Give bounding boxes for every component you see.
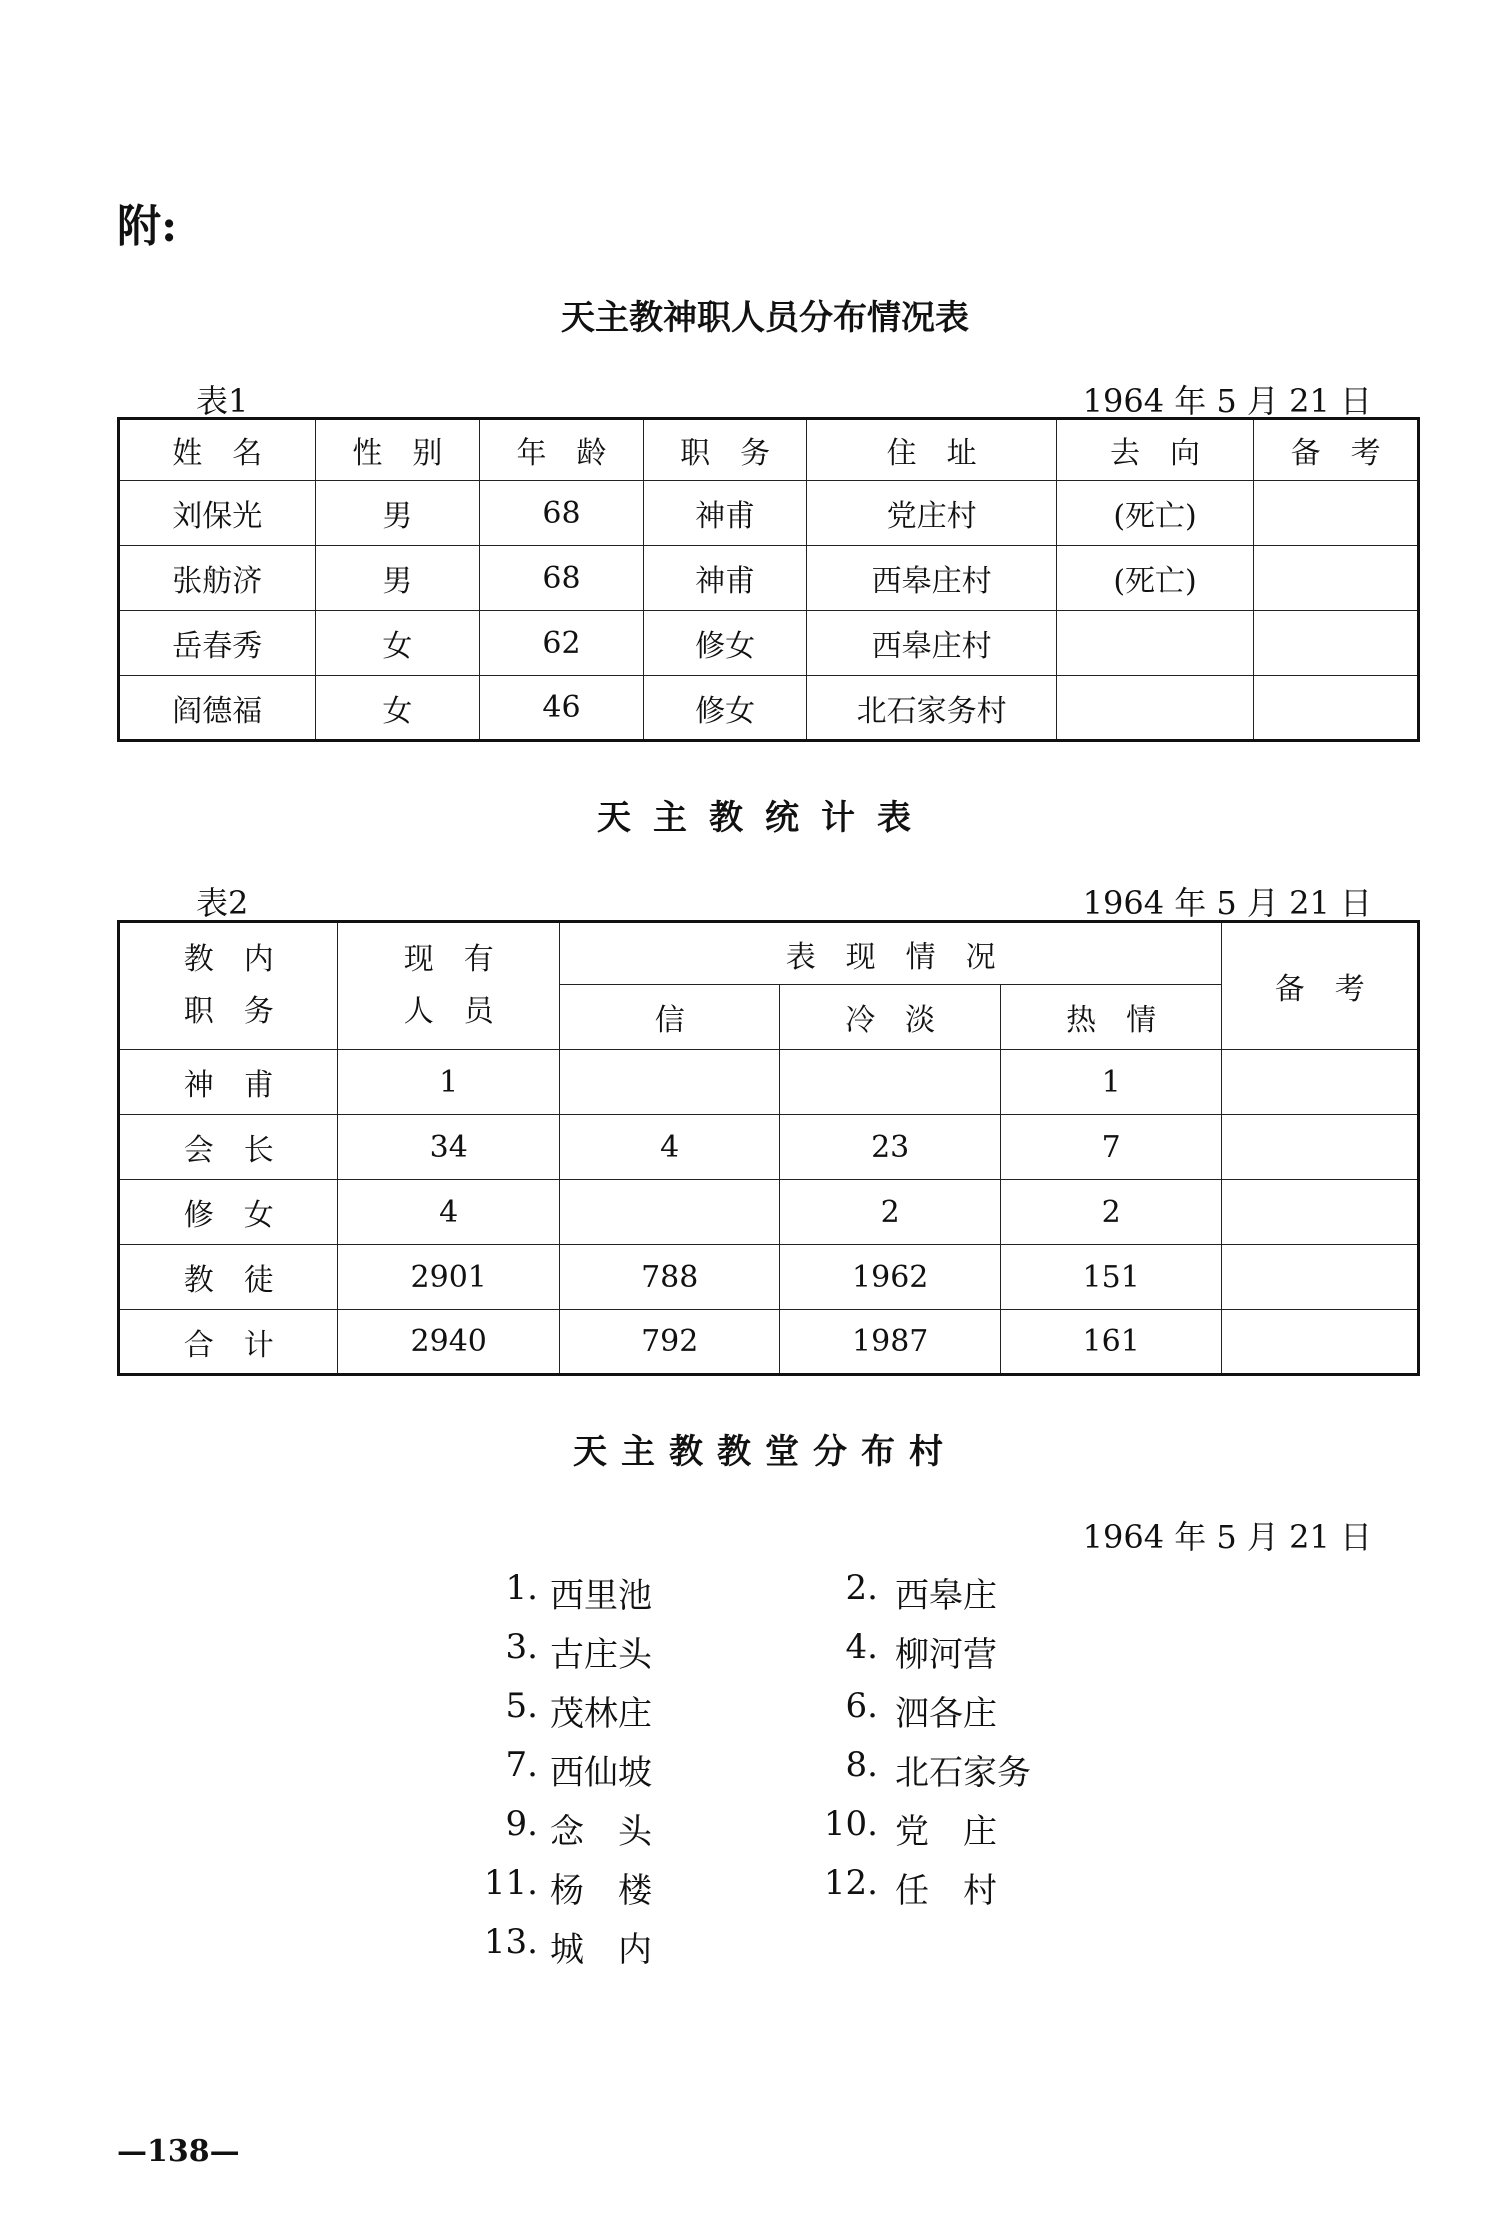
cell-enthusiastic: 1 — [1000, 1050, 1221, 1115]
count-line-2: 人 员 — [403, 994, 494, 1029]
cell-indifferent: 2 — [780, 1180, 1001, 1245]
cell-gender: 男 — [315, 546, 480, 611]
cell-whereabouts — [1056, 676, 1254, 741]
table-header-row — [119, 419, 1419, 481]
table-row — [119, 481, 1419, 546]
cell-name: 岳春秀 — [119, 611, 316, 676]
item-name: 茂林庄 — [550, 1694, 652, 1734]
cell-believer — [559, 1180, 779, 1245]
cell-remarks — [1222, 1115, 1419, 1180]
clergy-distribution-table — [117, 417, 1420, 742]
column-header-believer: 信 — [559, 985, 779, 1050]
item-number: 10. — [823, 1804, 878, 1844]
item-number: 8. — [845, 1745, 878, 1785]
cell-indifferent: 1987 — [780, 1310, 1001, 1375]
table1-date: 1964 年 5 月 21 日 — [1082, 382, 1372, 420]
column-header-performance: 表 现 情 况 — [559, 922, 1221, 985]
item-number: 9. — [505, 1804, 538, 1844]
table-row — [119, 611, 1419, 676]
cell-count: 2901 — [338, 1245, 560, 1310]
cell-remarks — [1254, 481, 1419, 546]
cell-remarks — [1222, 1050, 1419, 1115]
table1-label: 表1 — [196, 382, 249, 420]
cell-indifferent: 23 — [780, 1115, 1001, 1180]
cell-address: 西皋庄村 — [807, 546, 1056, 611]
cell-position: 修女 — [643, 676, 807, 741]
item-name: 古庄头 — [550, 1635, 652, 1675]
cell-gender: 女 — [315, 676, 480, 741]
column-header-gender: 性 别 — [315, 419, 480, 481]
item-number: 6. — [845, 1686, 878, 1726]
cell-believer: 4 — [559, 1115, 779, 1180]
column-header-whereabouts: 去 向 — [1056, 419, 1254, 481]
item-name: 杨 楼 — [550, 1871, 652, 1911]
cell-role: 教 徒 — [119, 1245, 338, 1310]
cell-address: 北石家务村 — [807, 676, 1056, 741]
cell-remarks — [1222, 1180, 1419, 1245]
item-name: 城 内 — [550, 1930, 652, 1970]
item-name: 党 庄 — [895, 1812, 997, 1852]
item-number: 1. — [505, 1568, 538, 1608]
role-line-2: 职 务 — [183, 994, 274, 1029]
item-number: 5. — [505, 1686, 538, 1726]
churches-title: 天主教教堂分布村 — [573, 1432, 957, 1472]
table-row — [119, 1180, 1419, 1245]
table-row — [119, 676, 1419, 741]
cell-age: 68 — [480, 546, 644, 611]
cell-believer — [559, 1050, 779, 1115]
appendix-label: 附: — [117, 201, 178, 252]
table-header-row — [119, 922, 1419, 985]
cell-address: 党庄村 — [807, 481, 1056, 546]
column-header-name: 姓 名 — [119, 419, 316, 481]
item-name: 任 村 — [895, 1871, 997, 1911]
item-name: 西里池 — [550, 1576, 652, 1616]
table1-title: 天主教神职人员分布情况表 — [561, 298, 969, 338]
catholic-statistics-table — [117, 920, 1420, 1376]
item-name: 西仙坡 — [550, 1753, 652, 1793]
cell-whereabouts: (死亡) — [1056, 546, 1254, 611]
column-header-count — [338, 922, 560, 1050]
table-row — [119, 1115, 1419, 1180]
column-header-remarks: 备 考 — [1254, 419, 1419, 481]
item-number: 11. — [483, 1863, 538, 1903]
item-number: 13. — [483, 1922, 538, 1962]
cell-enthusiastic: 2 — [1000, 1180, 1221, 1245]
cell-enthusiastic: 7 — [1000, 1115, 1221, 1180]
column-header-position: 职 务 — [643, 419, 807, 481]
item-name: 泗各庄 — [895, 1694, 997, 1734]
cell-remarks — [1254, 611, 1419, 676]
cell-indifferent — [780, 1050, 1001, 1115]
cell-gender: 女 — [315, 611, 480, 676]
table-row-total — [119, 1310, 1419, 1375]
column-header-indifferent: 冷 淡 — [780, 985, 1001, 1050]
cell-age: 46 — [480, 676, 644, 741]
cell-enthusiastic: 161 — [1000, 1310, 1221, 1375]
cell-remarks — [1254, 546, 1419, 611]
cell-gender: 男 — [315, 481, 480, 546]
cell-indifferent: 1962 — [780, 1245, 1001, 1310]
cell-count: 1 — [338, 1050, 560, 1115]
item-number: 2. — [845, 1568, 878, 1608]
churches-date: 1964 年 5 月 21 日 — [1082, 1518, 1372, 1556]
cell-whereabouts: (死亡) — [1056, 481, 1254, 546]
cell-position: 修女 — [643, 611, 807, 676]
cell-age: 68 — [480, 481, 644, 546]
cell-enthusiastic: 151 — [1000, 1245, 1221, 1310]
cell-role: 神 甫 — [119, 1050, 338, 1115]
column-header-enthusiastic: 热 情 — [1000, 985, 1221, 1050]
item-name: 西皋庄 — [895, 1576, 997, 1616]
item-number: 7. — [505, 1745, 538, 1785]
table2-date: 1964 年 5 月 21 日 — [1082, 884, 1372, 922]
column-header-remarks: 备 考 — [1222, 922, 1419, 1050]
cell-role: 修 女 — [119, 1180, 338, 1245]
item-number: 4. — [845, 1627, 878, 1667]
column-header-address: 住 址 — [807, 419, 1056, 481]
cell-remarks — [1254, 676, 1419, 741]
cell-address: 西皋庄村 — [807, 611, 1056, 676]
item-number: 12. — [823, 1863, 878, 1903]
table2-label: 表2 — [196, 884, 249, 922]
cell-count: 4 — [338, 1180, 560, 1245]
cell-age: 62 — [480, 611, 644, 676]
page-number: —138— — [117, 2134, 240, 2169]
cell-remarks — [1222, 1245, 1419, 1310]
table-row — [119, 546, 1419, 611]
cell-role: 合 计 — [119, 1310, 338, 1375]
cell-name: 张舫济 — [119, 546, 316, 611]
table-row — [119, 1245, 1419, 1310]
item-name: 北石家务 — [895, 1753, 1031, 1793]
cell-believer: 788 — [559, 1245, 779, 1310]
table-row — [119, 1050, 1419, 1115]
cell-count: 2940 — [338, 1310, 560, 1375]
cell-role: 会 长 — [119, 1115, 338, 1180]
cell-position: 神甫 — [643, 481, 807, 546]
cell-position: 神甫 — [643, 546, 807, 611]
cell-name: 阎德福 — [119, 676, 316, 741]
column-header-role — [119, 922, 338, 1050]
cell-whereabouts — [1056, 611, 1254, 676]
cell-name: 刘保光 — [119, 481, 316, 546]
cell-count: 34 — [338, 1115, 560, 1180]
count-line-1: 现 有 — [403, 942, 494, 977]
item-name: 念 头 — [550, 1812, 652, 1852]
role-line-1: 教 内 — [183, 942, 274, 977]
cell-remarks — [1222, 1310, 1419, 1375]
cell-believer: 792 — [559, 1310, 779, 1375]
table2-title: 天主教统计表 — [597, 798, 933, 838]
item-name: 柳河营 — [895, 1635, 997, 1675]
item-number: 3. — [505, 1627, 538, 1667]
column-header-age: 年 龄 — [480, 419, 644, 481]
